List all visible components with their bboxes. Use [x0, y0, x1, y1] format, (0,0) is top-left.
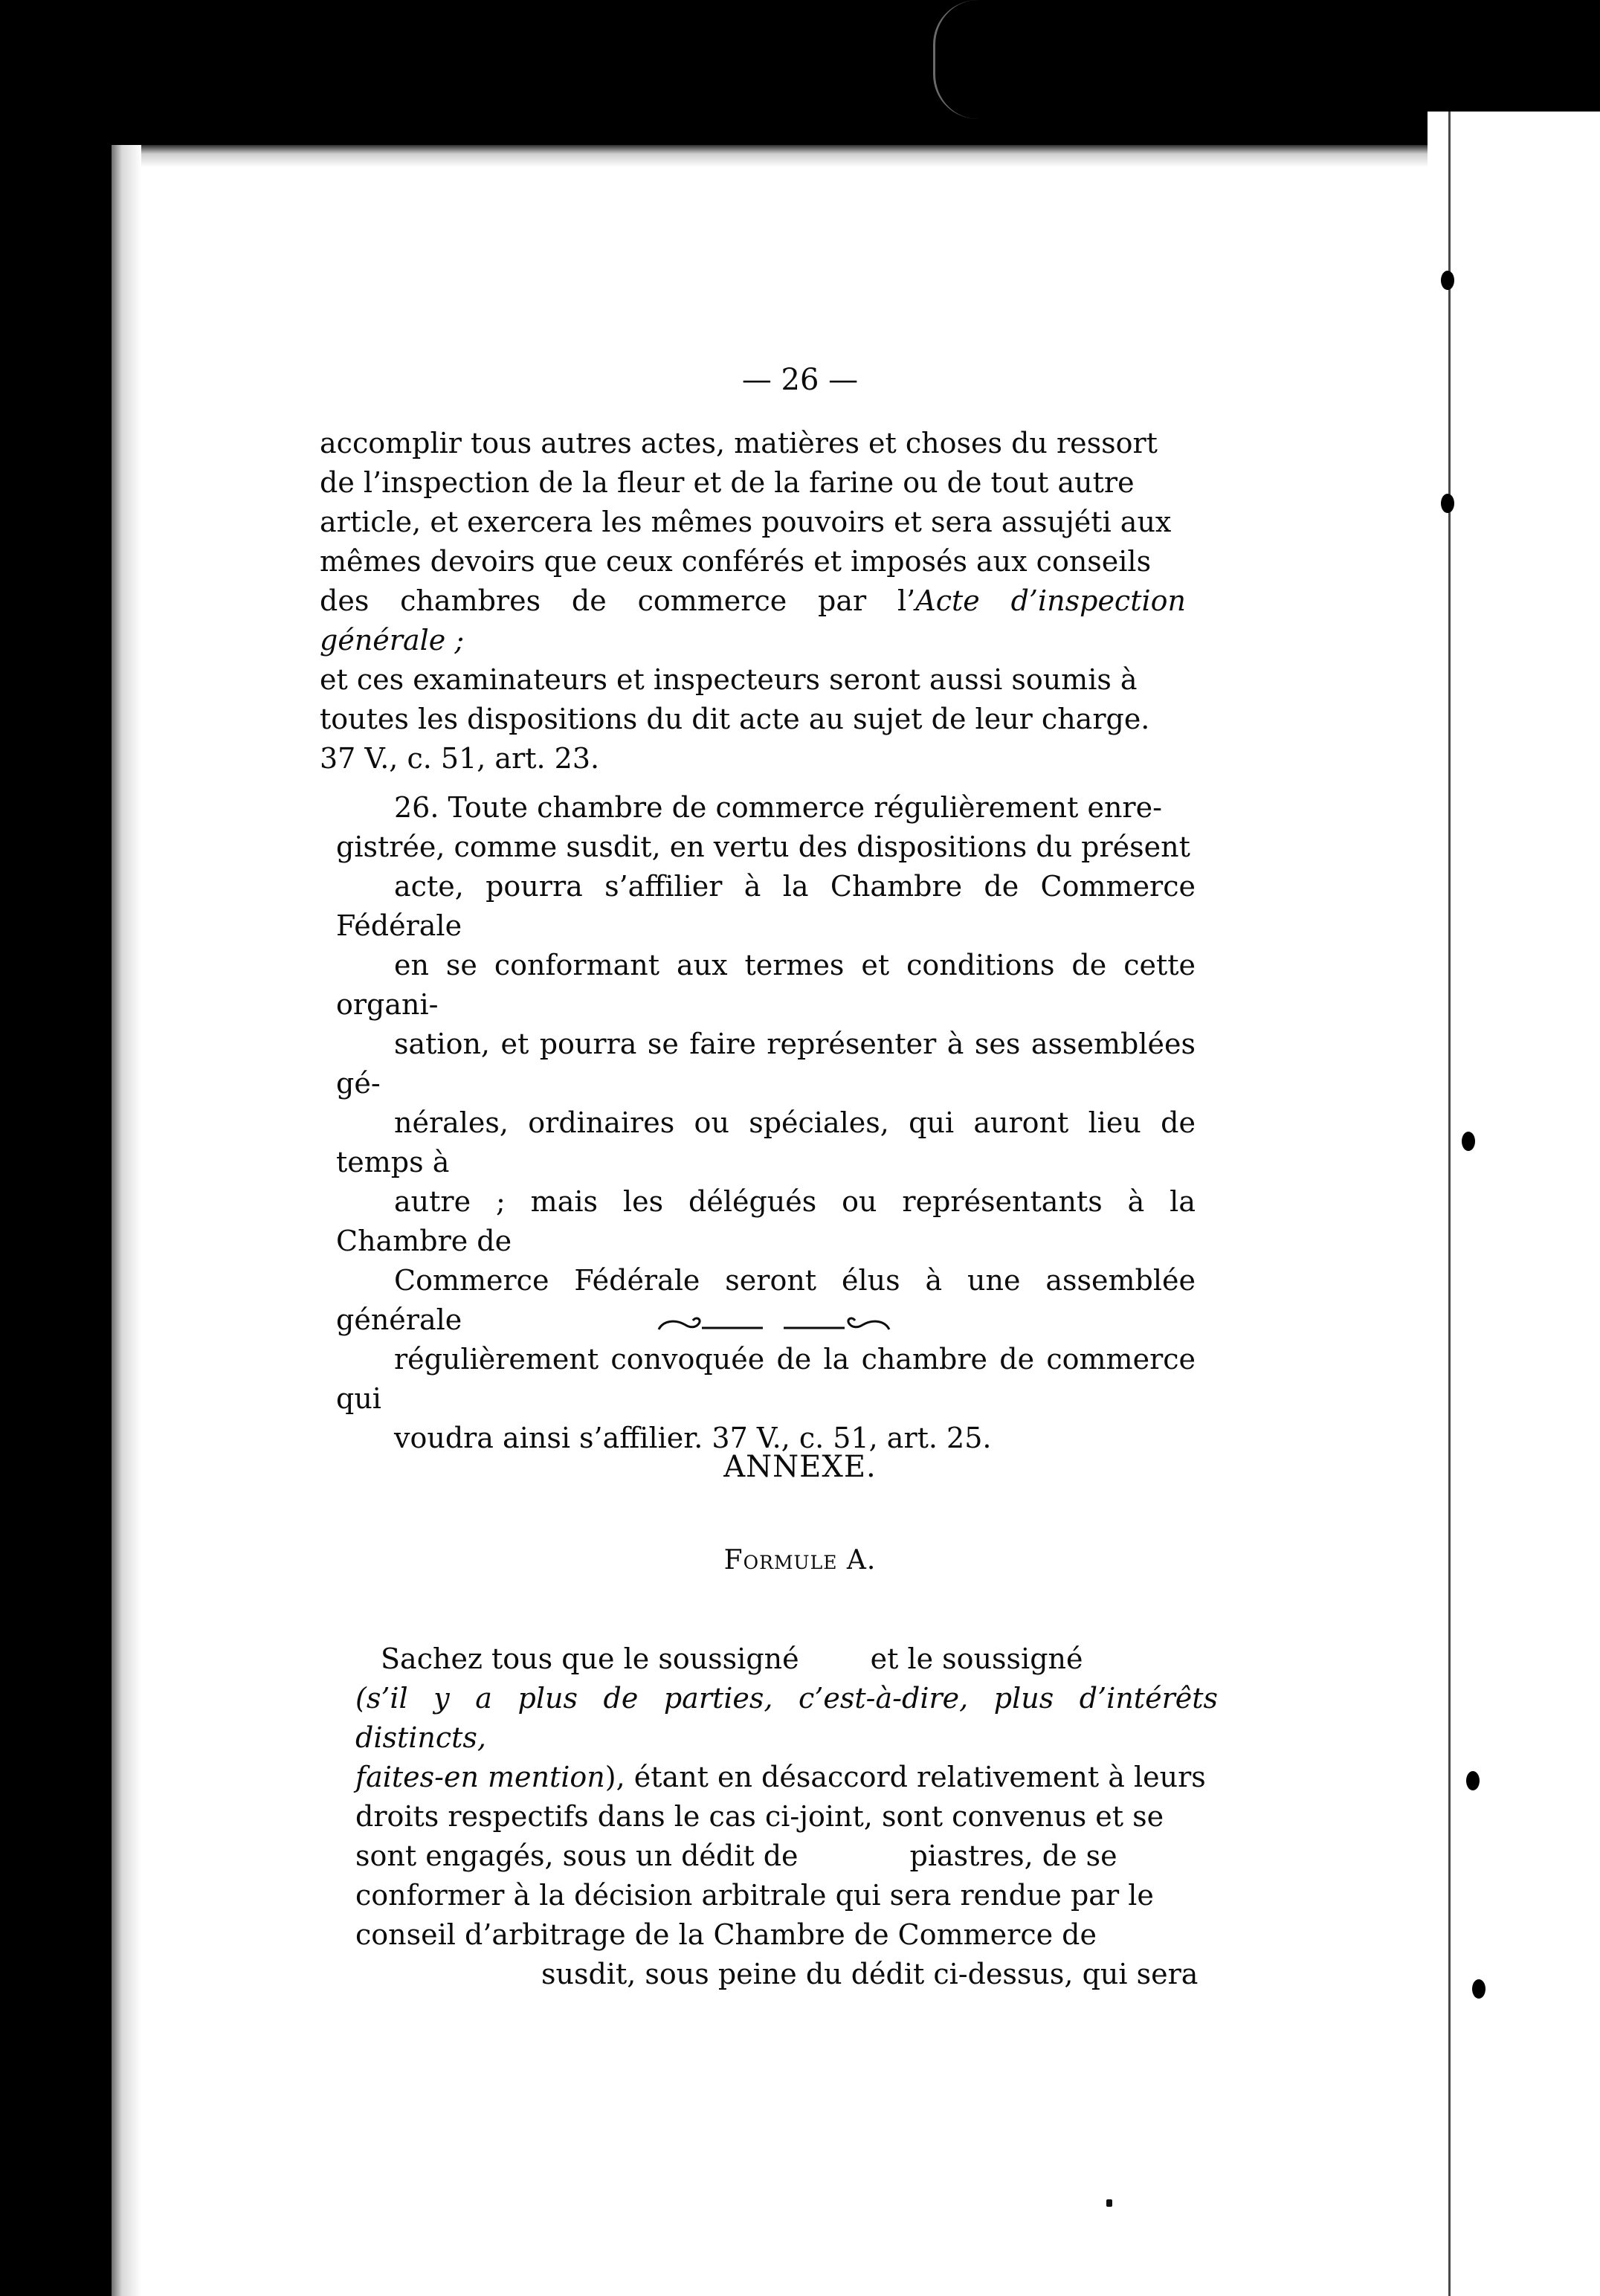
text-line: 37 V., c. 51, art. 23.	[320, 742, 600, 775]
text-line	[355, 1758, 1218, 1797]
text-line: et ces examinateurs et inspecteurs seront aussi soumis à	[320, 663, 1138, 696]
text-run: des chambres de commerce par l’	[320, 584, 916, 617]
formule-heading: Formule A.	[723, 1545, 877, 1576]
text-line: nérales, ordinaires ou spéciales, qui auront lieu de temps à	[336, 1106, 1196, 1178]
text-run: sont engagés, sous un dédit de	[355, 1839, 799, 1872]
italic-note: c’est-à-dire, plus d’intérêts distincts,	[355, 1682, 1218, 1754]
text-line: acte, pourra s’affilier à la Chambre de Commerce Fédérale	[336, 870, 1196, 942]
text-line: droits respectifs dans le cas ci-joint, sont convenus et se	[355, 1800, 1164, 1833]
text-run: piastres, de se	[909, 1839, 1117, 1872]
facing-page-strip	[1428, 112, 1600, 2296]
text-line: régulièrement convoquée de la chambre de commerce qui	[336, 1343, 1196, 1415]
text-line: gistrée, comme susdit, en vertu des dispositions du présent	[336, 831, 1190, 863]
page-corner-arc	[933, 0, 980, 119]
text-line: toutes les dispositions du dit acte au sujet de leur charge.	[320, 703, 1150, 735]
text-run: et le soussigné	[870, 1642, 1083, 1675]
text-line: en se conformant aux termes et conditions de cette organi-	[336, 949, 1196, 1021]
text-line: voudra ainsi s’affilier. 37 V., c. 51, art. 25.	[394, 1422, 992, 1454]
binding-stitch	[1472, 1979, 1486, 1999]
ink-speck	[1106, 2199, 1112, 2207]
text-line	[355, 1679, 1218, 1758]
text-line: accomplir tous autres actes, matières et choses du ressort	[320, 427, 1158, 459]
page-number: — 26 —	[741, 363, 859, 397]
text-line: autre ; mais les délégués ou représentants à la Chambre de	[336, 1185, 1196, 1257]
italic-note: (s’il y a plus de parties,	[355, 1682, 773, 1715]
text-line	[355, 1837, 1218, 1876]
binding-stitch	[1441, 271, 1454, 290]
text-line	[355, 1639, 1218, 1679]
text-line: de l’inspection de la fleur et de la farine ou de tout autre	[320, 466, 1135, 499]
text-line: susdit, sous peine du dédit ci-dessus, qui sera	[541, 1958, 1199, 1990]
page-top-shadow	[112, 145, 1428, 167]
binding-stitch	[1462, 1132, 1475, 1151]
text-line: mêmes devoirs que ceux conférés et imposés aux conseils	[320, 545, 1152, 578]
annexe-heading: ANNEXE.	[723, 1450, 877, 1484]
text-line: conseil d’arbitrage de la Chambre de Commerce de	[355, 1918, 1097, 1951]
binding-stitch	[1441, 494, 1454, 513]
text-run: Sachez tous que le soussigné	[381, 1642, 799, 1675]
binding-stitch	[1466, 1771, 1480, 1790]
page-left-shadow	[112, 145, 141, 2296]
text-line: article, et exercera les mêmes pouvoirs et sera assujéti aux	[320, 506, 1172, 538]
binding-line	[1448, 112, 1451, 2296]
paragraph-formule-a	[355, 1639, 1218, 1994]
text-line: sation, et pourra se faire représenter à ses assemblées gé-	[336, 1028, 1196, 1100]
section-divider-ornament	[653, 1310, 895, 1340]
italic-note: faites-en mention	[355, 1761, 605, 1793]
text-line: Commerce Fédérale seront élus à une assemblée générale	[336, 1264, 1196, 1336]
act-title: Acte d’inspection générale ;	[320, 584, 1186, 657]
text-line	[320, 581, 1186, 660]
text-run: ), étant en désaccord relativement à leurs	[604, 1761, 1206, 1793]
paragraph-article-continuation	[320, 424, 1186, 778]
text-line: 26. Toute chambre de commerce régulièrement enre-	[394, 791, 1162, 824]
text-line: conformer à la décision arbitrale qui sera rendue par le	[355, 1879, 1154, 1912]
paragraph-article-26	[336, 788, 1196, 1458]
